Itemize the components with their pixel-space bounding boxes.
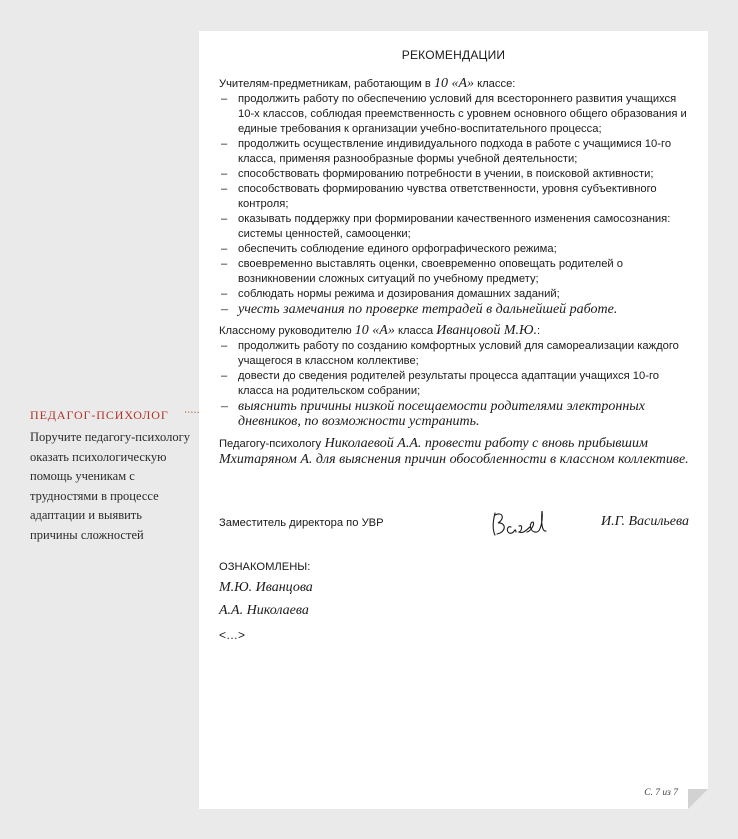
acknowledged-heading: ОЗНАКОМЛЕНЫ:	[219, 561, 311, 573]
signer-role: Заместитель директора по УВР	[219, 517, 384, 529]
class-name: 10 «А»	[354, 323, 395, 338]
section-subject-teachers	[219, 76, 689, 317]
handwritten-signature	[489, 505, 559, 541]
section-class-teacher	[219, 323, 689, 429]
signature-row	[219, 509, 689, 539]
list-item: – способствовать формированию потребности в учении, в поисковой активности;	[219, 167, 689, 182]
handwritten-instruction: Николаевой А.А. провести работу с вновь прибывшим Мхитаряном А. для выяснения причин обособленности в классном коллективе.	[219, 436, 689, 467]
page-number: С. 7 из 7	[644, 788, 678, 798]
list-item: – продолжить работу по обеспечению условий для всестороннего развития учащихся 10-х классов, соблюдая преемственность с уровнем основного общего образования и единые требования к организации учебно-воспитательного процесса;	[219, 92, 689, 137]
lead-text-end: классе:	[477, 78, 516, 90]
list-item: – продолжить осуществление индивидуального подхода в работе с учащимися 10-го класса, применяя разнообразные формы учебной деятельности;	[219, 137, 689, 167]
section-lead	[219, 76, 689, 92]
acknowledged-name: М.Ю. Иванцова	[219, 580, 313, 595]
acknowledged-name: А.А. Николаева	[219, 603, 309, 618]
list-item: – способствовать формированию чувства ответственности, уровня субъективного контроля;	[219, 182, 689, 212]
recommendation-list	[219, 92, 689, 317]
lead-text-end: :	[536, 325, 541, 337]
class-name: 10 «А»	[433, 76, 474, 91]
section-psychologist	[219, 436, 689, 467]
list-item: – своевременно выставлять оценки, своевременно оповещать родителей о возникновении сложных ситуаций по учебному предмету;	[219, 257, 689, 287]
list-item: – соблюдать нормы режима и дозирования домашних заданий;	[219, 287, 689, 302]
lead-text-mid: класса	[397, 325, 434, 337]
list-item: – оказывать поддержку при формировании качественного изменения самосознания: системы ценностей, самооценки;	[219, 212, 689, 242]
omission-mark: <…>	[219, 628, 246, 642]
handwritten-list-item: – учесть замечания по проверке тетрадей в дальнейшей работе.	[219, 302, 689, 317]
teacher-name: Иванцовой М.Ю.	[436, 323, 537, 338]
document-page	[199, 31, 708, 809]
lead-text: Учителям-предметникам, работающим в	[219, 78, 431, 90]
list-item: – обеспечить соблюдение единого орфографического режима;	[219, 242, 689, 257]
lead-text: Классному руководителю	[219, 325, 352, 337]
lead-text: Педагогу-психологу	[219, 438, 322, 450]
sidenote-title: ПЕДАГОГ-ПСИХОЛОГ	[30, 408, 169, 422]
list-item: – продолжить работу по созданию комфортных условий для самореализации каждого учащегося в классном коллективе;	[219, 339, 689, 369]
section-lead	[219, 323, 689, 339]
sidenote-text: Поручите педагогу-психологу оказать психологическую помощь ученикам с трудностями в процессе адаптации и выявить причины сложностей	[30, 430, 190, 542]
document-title: РЕКОМЕНДАЦИИ	[401, 48, 506, 62]
signer-name: И.Г. Васильева	[601, 514, 689, 529]
recommendation-list	[219, 339, 689, 429]
handwritten-list-item: – выяснить причины низкой посещаемости родителями электронных дневников, по возможности устранить.	[219, 399, 689, 429]
list-item: – довести до сведения родителей результаты процесса адаптации учащихся 10-го класса на родительском собрании;	[219, 369, 689, 399]
page-corner-fold	[688, 789, 708, 809]
